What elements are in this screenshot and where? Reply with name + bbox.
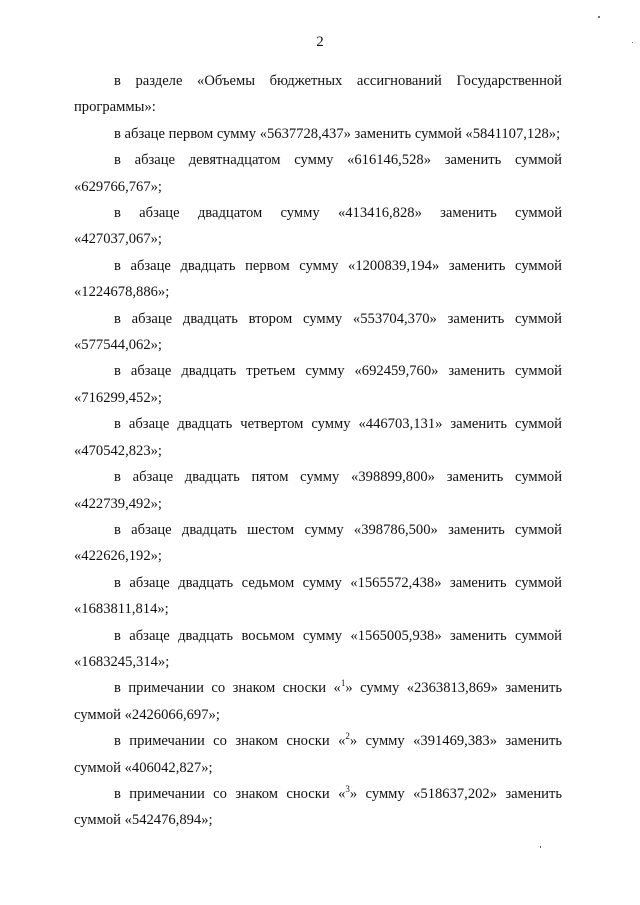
footnote-mark: 2 (345, 731, 350, 742)
page-number: 2 (316, 34, 324, 50)
footnote-text-after: » сумму «2363813,869» заменить суммой «2426066,697»; (74, 680, 562, 723)
paragraph: в абзаце двадцатом сумму «413416,828» заменить суммой «427037,067»; (74, 205, 562, 248)
footnote-text-after: » сумму «391469,383» заменить суммой «406042,827»; (74, 733, 562, 776)
footnote-text-after: » сумму «518637,202» заменить суммой «542476,894»; (74, 785, 562, 829)
paragraph: в абзаце двадцать первом сумму «1200839,194» заменить суммой «1224678,886»; (74, 257, 562, 301)
paragraph: в абзаце двадцать шестом сумму «398786,500» заменить суммой «422626,192»; (74, 521, 562, 565)
footnote-paragraph (74, 781, 562, 834)
footnote-text-before: в примечании со знаком сноски « (114, 680, 341, 697)
document-body (74, 68, 562, 834)
scan-speck (632, 42, 633, 43)
paragraph: в абзаце двадцать четвертом сумму «446703,131» заменить суммой «470542,823»; (74, 416, 562, 459)
paragraph: в абзаце двадцать третьем сумму «692459,760» заменить суммой «716299,452»; (74, 363, 562, 406)
paragraph: в абзаце двадцать втором сумму «553704,370» заменить суммой «577544,062»; (74, 310, 562, 354)
footnote-paragraph (74, 675, 562, 728)
paragraph: в абзаце девятнадцатом сумму «616146,528» заменить суммой «629766,767»; (74, 152, 562, 195)
paragraph: в абзаце двадцать седьмом сумму «1565572,438» заменить суммой «1683811,814»; (74, 574, 562, 618)
paragraph: в абзаце первом сумму «5637728,437» заменить суммой «5841107,128»; (114, 125, 561, 142)
footnote-text-before: в примечании со знаком сноски « (114, 785, 346, 802)
paragraph: в разделе «Объемы бюджетных ассигнований Государственной программы»: (74, 73, 562, 116)
footnote-text-before: в примечании со знаком сноски « (114, 733, 346, 750)
scan-speck (598, 16, 600, 18)
footnote-mark: 1 (340, 678, 346, 689)
footnote-paragraph (74, 728, 562, 781)
paragraph: в абзаце двадцать пятом сумму «398899,800» заменить суммой «422739,492»; (74, 469, 562, 512)
scan-speck (540, 846, 541, 848)
footnote-mark: 3 (345, 784, 350, 795)
paragraph: в абзаце двадцать восьмом сумму «1565005,938» заменить суммой «1683245,314»; (74, 627, 562, 670)
